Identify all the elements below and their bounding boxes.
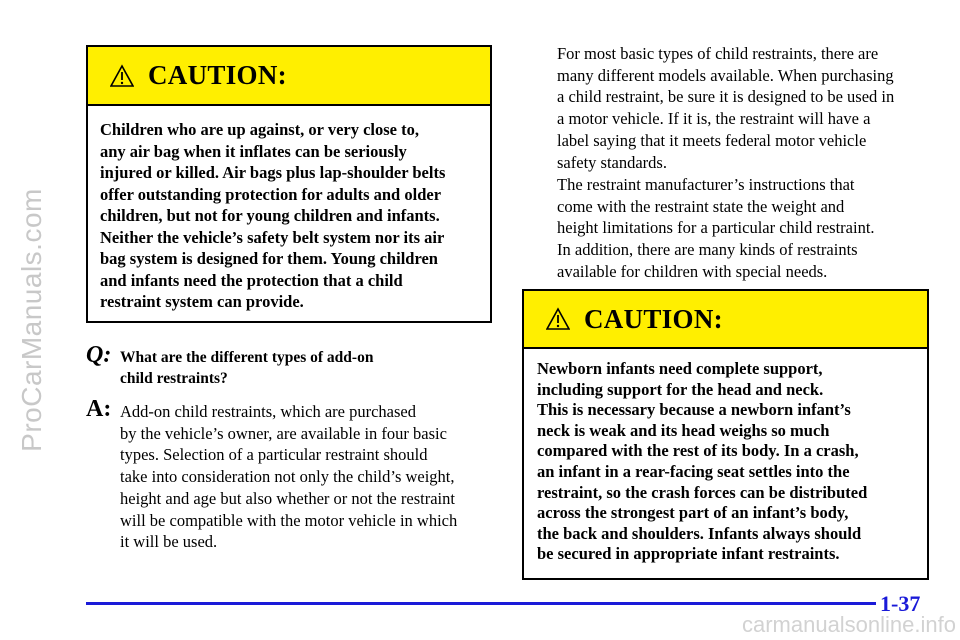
caution-body — [524, 349, 927, 565]
paragraph-line: height limitations for a particular child restraint. — [557, 218, 875, 238]
question-mark-label: Q: — [86, 342, 112, 368]
caution-line: children, but not for young children and infants. — [100, 206, 440, 225]
answer-block — [86, 396, 457, 553]
paragraph-line: safety standards. — [557, 152, 667, 172]
answer-line: will be compatible with the motor vehicle in which — [120, 510, 458, 530]
caution-title: CAUTION: — [584, 303, 723, 334]
caution-line: bag system is designed for them. Young children — [100, 249, 438, 268]
caution-line: including support for the head and neck. — [537, 379, 824, 399]
caution-header — [524, 291, 927, 349]
paragraph-models — [557, 43, 894, 173]
page-number: 1-37 — [880, 591, 921, 616]
caution-title: CAUTION: — [148, 60, 287, 90]
caution-line: any air bag when it inflates can be seriously — [100, 141, 407, 161]
caution-line: restraint system can provide. — [100, 292, 304, 311]
paragraph-line: come with the restraint state the weight and — [557, 196, 845, 216]
paragraph-line: label saying that it meets federal motor vehicle — [557, 130, 867, 150]
paragraph-line: In addition, there are many kinds of restraints — [557, 240, 858, 260]
question-line: child restraints? — [120, 370, 228, 387]
footer-rule — [86, 602, 876, 605]
question-text — [120, 342, 373, 389]
caution-line: injured or killed. Air bags plus lap-shoulder belts — [100, 163, 446, 182]
paragraph-line: For most basic types of child restraints, there are — [557, 44, 879, 63]
paragraph-instructions — [557, 174, 875, 283]
caution-line: an infant in a rear-facing seat settles into the — [537, 461, 850, 481]
question-line: What are the different types of add-on — [120, 349, 374, 366]
answer-line: it will be used. — [120, 532, 218, 552]
caution-line: neck is weak and its head weighs so much — [537, 420, 830, 440]
caution-line: Newborn infants need complete support, — [537, 359, 823, 378]
paragraph-line: a child restraint, be sure it is designed to be used in — [557, 87, 895, 107]
answer-text — [120, 396, 457, 553]
warning-triangle-icon — [546, 307, 570, 331]
answer-line: by the vehicle’s owner, are available in four basic — [120, 423, 447, 443]
answer-line: types. Selection of a particular restraint should — [120, 445, 428, 465]
caution-line: Children who are up against, or very close to, — [100, 120, 420, 139]
answer-mark-label: A: — [86, 396, 112, 422]
caution-line: This is necessary because a newborn infant’s — [537, 400, 851, 420]
warning-triangle-icon — [110, 64, 134, 88]
site-watermark: carmanualsonline.info — [741, 612, 956, 637]
caution-line: restraint, so the crash forces can be distributed — [537, 482, 868, 502]
paragraph-line: a motor vehicle. If it is, the restraint will have a — [557, 109, 871, 129]
paragraph-line: many different models available. When purchasing — [557, 65, 894, 85]
side-watermark — [12, 10, 52, 630]
answer-line: Add-on child restraints, which are purchased — [120, 402, 416, 421]
paragraph-line: available for children with special needs. — [557, 261, 828, 281]
answer-line: height and age but also whether or not the restraint — [120, 488, 455, 508]
caution-box-newborn — [522, 289, 929, 580]
caution-line: be secured in appropriate infant restraints. — [537, 544, 840, 564]
caution-line: compared with the rest of its body. In a crash, — [537, 441, 859, 461]
side-watermark-text: ProCarManuals.com — [16, 188, 48, 452]
caution-header — [88, 47, 490, 106]
caution-body — [88, 106, 490, 313]
caution-box-airbag — [86, 45, 492, 323]
caution-line: the back and shoulders. Infants always should — [537, 523, 862, 543]
answer-line: take into consideration not only the child’s weight, — [120, 467, 455, 487]
question-block — [86, 342, 373, 389]
caution-line: and infants need the protection that a child — [100, 270, 403, 290]
paragraph-line: The restraint manufacturer’s instructions that — [557, 175, 855, 194]
caution-line: offer outstanding protection for adults and older — [100, 184, 442, 204]
caution-line: across the strongest part of an infant’s body, — [537, 503, 849, 523]
caution-line: Neither the vehicle’s safety belt system nor its air — [100, 227, 445, 247]
